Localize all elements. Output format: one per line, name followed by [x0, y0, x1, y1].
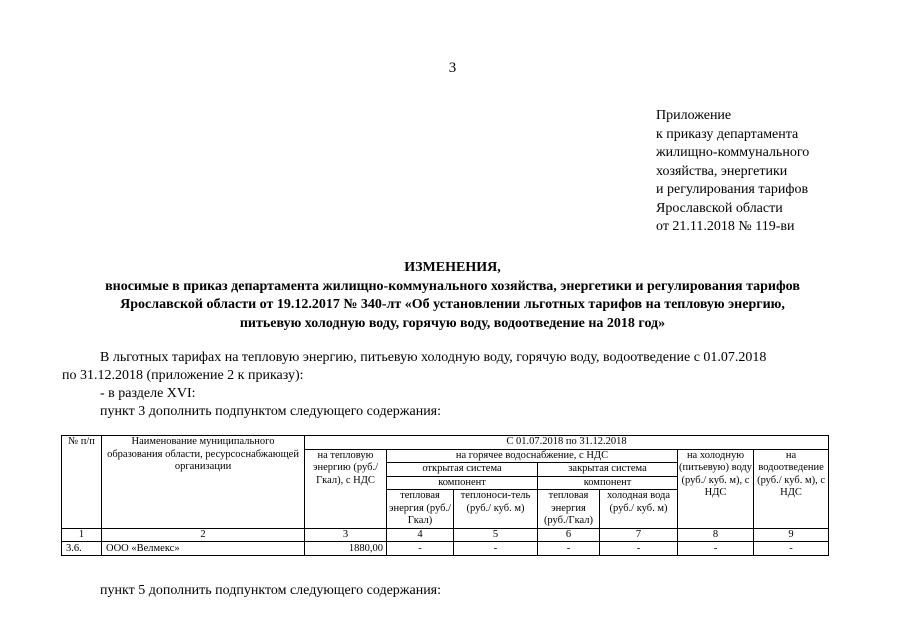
column-number: 9 — [754, 528, 829, 541]
appendix-line: к приказу департамента — [656, 126, 799, 142]
title-heading: ИЗМЕНЕНИЯ, — [404, 260, 501, 275]
header-hot-water: на горячее водоснабжение, с НДС — [387, 449, 678, 463]
column-number: 4 — [387, 528, 454, 541]
appendix-line: хозяйства, энергетики — [656, 163, 788, 179]
row-cell: - — [600, 541, 678, 555]
column-number: 1 — [62, 528, 102, 541]
column-number: 2 — [102, 528, 305, 541]
row-cell: - — [678, 541, 754, 555]
column-number: 5 — [454, 528, 538, 541]
row-cell: - — [454, 541, 538, 555]
row-heat-tariff: 1880,00 — [305, 541, 387, 555]
header-heat-carrier: теплоноси-тель (руб./ куб. м) — [454, 490, 538, 529]
intro-paragraph-line1: В льготных тарифах на тепловую энергию, питьевую холодную воду, горячую воду, водоотведение с 01.07.2018 — [100, 350, 767, 365]
column-number: 7 — [600, 528, 678, 541]
row-cell: - — [754, 541, 829, 555]
table-row — [62, 541, 829, 555]
header-closed-system: закрытая система — [538, 463, 678, 477]
title-line: питьевую холодную воду, горячую воду, водоотведение на 2018 год» — [239, 315, 666, 331]
row-cell: - — [387, 541, 454, 555]
header-cold-water: на холодную (питьевую) воду (руб./ куб. м), с НДС — [678, 449, 754, 528]
tariff-table — [61, 435, 829, 556]
column-number: 6 — [538, 528, 600, 541]
appendix-line: Приложение — [656, 108, 732, 123]
header-open-system: открытая система — [387, 463, 538, 477]
title-line: Ярославской области от 19.12.2017 № 340-лт «Об установлении льготных тарифов на тепловую энергию, — [120, 297, 785, 312]
point3-text: пункт 3 дополнить подпунктом следующего содержания: — [100, 404, 442, 419]
column-number: 8 — [678, 528, 754, 541]
row-name: ООО «Велмекс» — [102, 541, 305, 555]
page-number: 3 — [448, 60, 457, 76]
column-number: 3 — [305, 528, 387, 541]
header-thermal-energy-closed: тепловая энергия (руб./Гкал) — [538, 490, 600, 529]
header-sewage: на водоотведение (руб./ куб. м), с НДС — [754, 449, 829, 528]
header-cold-water-component: холодная вода (руб./ куб. м) — [600, 490, 678, 529]
point5-text: пункт 5 дополнить подпунктом следующего содержания: — [100, 583, 442, 598]
appendix-line: и регулирования тарифов — [656, 182, 809, 197]
row-cell: - — [538, 541, 600, 555]
appendix-block — [656, 107, 809, 237]
row-no: 3.6. — [62, 541, 102, 555]
document-title — [40, 259, 865, 333]
section-reference: - в разделе XVI: — [100, 386, 196, 401]
header-thermal-energy-open: тепловая энергия (руб./Гкал) — [387, 490, 454, 529]
header-component-closed: компонент — [538, 476, 678, 490]
intro-paragraph-line2: по 31.12.2018 (приложение 2 к приказу): — [62, 368, 304, 383]
appendix-line: Ярославской области — [656, 200, 783, 216]
header-component-open: компонент — [387, 476, 538, 490]
header-no: № п/п — [62, 436, 102, 529]
header-name: Наименование муниципального образования области, ресурсоснабжающей организации — [102, 436, 305, 529]
header-period: С 01.07.2018 по 31.12.2018 — [305, 436, 829, 450]
header-heat: на тепловую энергию (руб./Гкал), с НДС — [305, 449, 387, 528]
appendix-line: жилищно-коммунального — [656, 145, 810, 160]
appendix-line: от 21.11.2018 № 119-ви — [656, 219, 795, 234]
title-line: вносимые в приказ департамента жилищно-коммунального хозяйства, энергетики и регулирования тарифов — [105, 278, 800, 294]
